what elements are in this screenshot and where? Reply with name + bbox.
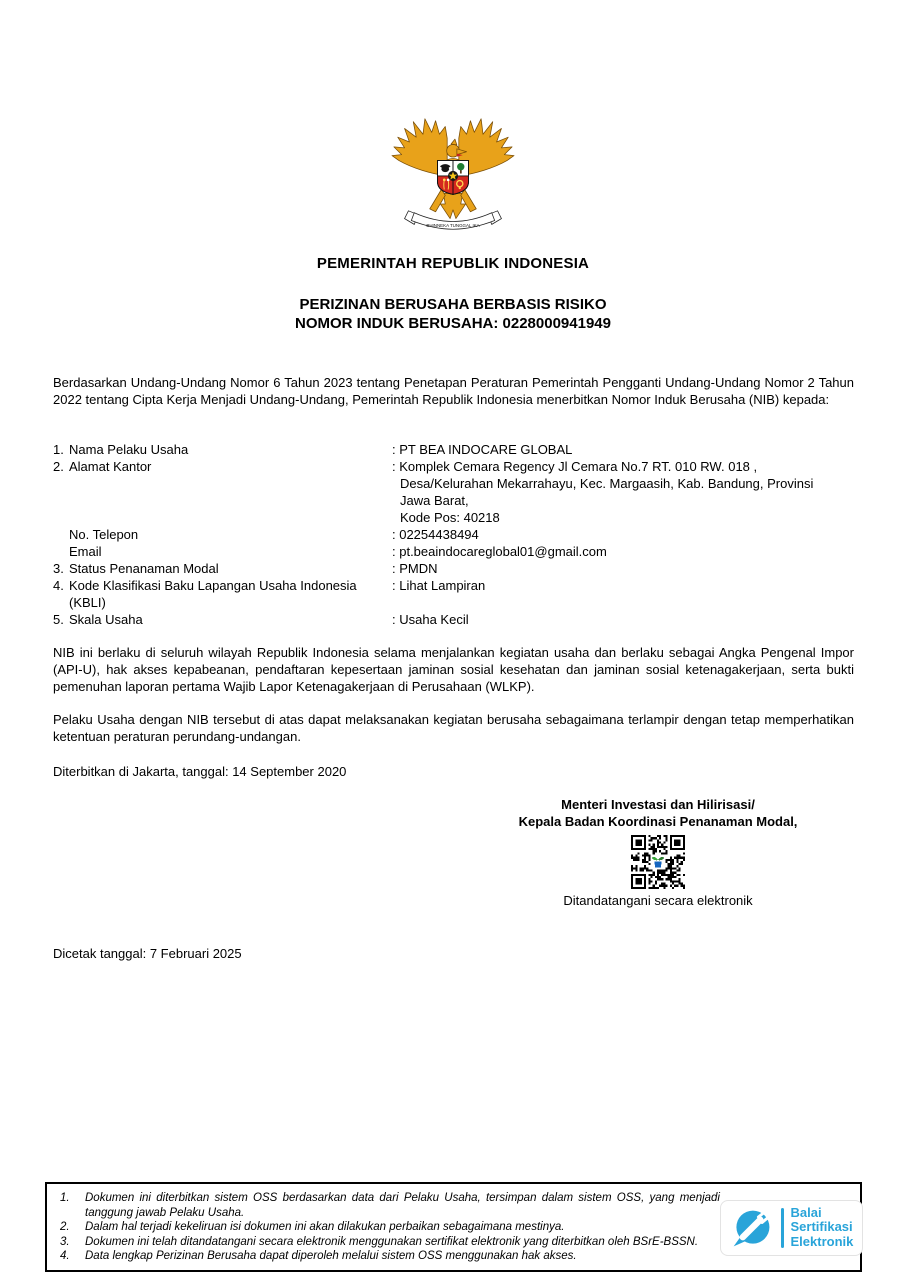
paragraph-nib-scope: NIB ini berlaku di seluruh wilayah Republik Indonesia selama menjalankan kegiatan usaha dan berlaku sebagai Angka Pengenal Impor (API-U), hak akses kepabeanan, pendaftaran kepesertaan jaminan sosial kesehatan dan jaminan sosial ketenagakerjaan, serta bukti pemenuhan laporan pertama Wajib Lapor Ketenagakerjaan di Perusahaan (WLKP). bbox=[53, 645, 854, 694]
field-label: No. Telepon bbox=[69, 527, 139, 542]
footer-note bbox=[60, 1249, 720, 1264]
field-value bbox=[392, 441, 854, 458]
field-label: Email bbox=[69, 544, 102, 559]
field-row-email bbox=[53, 543, 854, 560]
note-number: 4. bbox=[60, 1250, 70, 1262]
footer-notes-list bbox=[60, 1191, 720, 1264]
field-label bbox=[69, 577, 392, 611]
field-row-nama-pelaku-usaha bbox=[53, 441, 854, 458]
field-value-line: : 02254438494 bbox=[392, 527, 479, 542]
field-value-line: : Komplek Cemara Regency Jl Cemara No.7 RT. 010 RW. 018 , bbox=[392, 459, 758, 474]
intro-paragraph: Berdasarkan Undang-Undang Nomor 6 Tahun 2023 tentang Penetapan Peraturan Pemerintah Pengganti Undang-Undang Nomor 2 Tahun 2022 tentang Cipta Kerja Menjadi Undang-Undang, Pemerintah Republik Indonesia menerbitkan Nomor Induk Berusaha (NIB) kepada: bbox=[53, 375, 854, 407]
field-label: Nama Pelaku Usaha bbox=[69, 442, 189, 457]
field-label-line: Kode Klasifikasi Baku Lapangan Usaha Indonesia bbox=[69, 578, 357, 593]
qr-code-icon bbox=[631, 835, 685, 889]
field-value-line: : Usaha Kecil bbox=[392, 612, 469, 627]
field-label: Alamat Kantor bbox=[69, 459, 152, 474]
note-number: 1. bbox=[60, 1192, 70, 1204]
field-number: 1. bbox=[53, 442, 64, 457]
note-number: 2. bbox=[60, 1221, 70, 1233]
field-value-line: : pt.beaindocareglobal01@gmail.com bbox=[392, 544, 607, 559]
balai-sertifikasi-elektronik-logo bbox=[720, 1200, 863, 1256]
document-number: NOMOR INDUK BERUSAHA: 0228000941949 bbox=[295, 315, 611, 332]
printed-date-line: Dicetak tanggal: 7 Februari 2025 bbox=[53, 946, 242, 961]
field-number: 3. bbox=[53, 561, 64, 576]
signer-title-line2: Kepala Badan Koordinasi Penanaman Modal, bbox=[518, 814, 798, 829]
field-value bbox=[392, 560, 854, 577]
emblem-banner-text: BHINNEKA TUNGGAL IKA bbox=[426, 222, 480, 228]
field-row-kbli bbox=[53, 577, 854, 611]
field-number: 5. bbox=[53, 612, 64, 627]
note-number: 3. bbox=[60, 1235, 70, 1248]
field-row-skala-usaha bbox=[53, 611, 854, 628]
footer-note bbox=[60, 1191, 720, 1220]
note-text: Dalam hal terjadi kekeliruan isi dokumen ini akan dilakukan perbaikan sebagaimana mestinya. bbox=[85, 1221, 565, 1233]
government-title: PEMERINTAH REPUBLIK INDONESIA bbox=[316, 255, 590, 272]
field-number: 2. bbox=[53, 459, 64, 474]
field-value bbox=[392, 611, 854, 628]
bse-logo-line: Elektronik bbox=[790, 1233, 854, 1249]
footer-notes-box bbox=[45, 1182, 862, 1272]
field-label: Status Penanaman Modal bbox=[69, 561, 219, 576]
field-row-alamat-kantor bbox=[53, 458, 854, 526]
field-value-line: : PMDN bbox=[392, 561, 438, 576]
note-text: Data lengkap Perizinan Berusaha dapat diperoleh melalui sistem OSS menggunakan hak akses. bbox=[85, 1250, 577, 1262]
field-value-line: Desa/Kelurahan Mekarrahayu, Kec. Margaasih, Kab. Bandung, Provinsi bbox=[400, 476, 814, 491]
signer-title-line1: Menteri Investasi dan Hilirisasi/ bbox=[561, 797, 755, 812]
field-value bbox=[392, 543, 854, 560]
field-label: Skala Usaha bbox=[69, 612, 143, 627]
garuda-pancasila-emblem bbox=[385, 112, 521, 238]
field-value-line: : Lihat Lampiran bbox=[392, 578, 486, 593]
field-row-telepon bbox=[53, 526, 854, 543]
field-value bbox=[392, 526, 854, 543]
document-title: PERIZINAN BERUSAHA BERBASIS RISIKO bbox=[299, 296, 607, 313]
esign-qr-code bbox=[631, 835, 685, 889]
field-value-line: Kode Pos: 40218 bbox=[400, 510, 500, 525]
note-text: Dokumen ini telah ditandatangani secara elektronik menggunakan sertifikat elektronik yang diterbitkan oleh BSrE-BSSN. bbox=[85, 1235, 699, 1248]
bse-logo-divider bbox=[781, 1208, 784, 1248]
document-title-block bbox=[295, 295, 611, 333]
esign-note: Ditandatangani secara elektronik bbox=[563, 893, 753, 908]
bse-key-icon bbox=[730, 1206, 774, 1250]
field-row-status-penanaman-modal bbox=[53, 560, 854, 577]
bse-logo-line: Balai bbox=[790, 1204, 822, 1220]
field-number: 4. bbox=[53, 578, 64, 593]
bse-logo-line: Sertifikasi bbox=[790, 1219, 853, 1235]
field-list bbox=[53, 441, 854, 628]
footer-note bbox=[60, 1220, 720, 1235]
note-text: Dokumen ini diterbitkan sistem OSS berdasarkan data dari Pelaku Usaha, tersimpan dalam sistem OSS, yang menjadi tanggung jawab Pelaku Usaha. bbox=[85, 1192, 720, 1219]
field-label-line: (KBLI) bbox=[69, 595, 106, 610]
field-value-line: Jawa Barat, bbox=[400, 493, 469, 508]
signature-block bbox=[430, 796, 886, 908]
paragraph-pelaku-usaha: Pelaku Usaha dengan NIB tersebut di atas dapat melaksanakan kegiatan berusaha sebagaimana terlampir dengan tetap memperhatikan ketentuan peraturan perundang-undangan. bbox=[53, 712, 854, 744]
field-value bbox=[392, 458, 854, 526]
field-value bbox=[392, 577, 854, 594]
field-value-line: : PT BEA INDOCARE GLOBAL bbox=[392, 442, 573, 457]
issued-line: Diterbitkan di Jakarta, tanggal: 14 September 2020 bbox=[53, 764, 347, 779]
garuda-pancasila-icon bbox=[385, 112, 521, 236]
footer-note bbox=[60, 1235, 720, 1250]
bse-logo-text bbox=[791, 1206, 854, 1250]
